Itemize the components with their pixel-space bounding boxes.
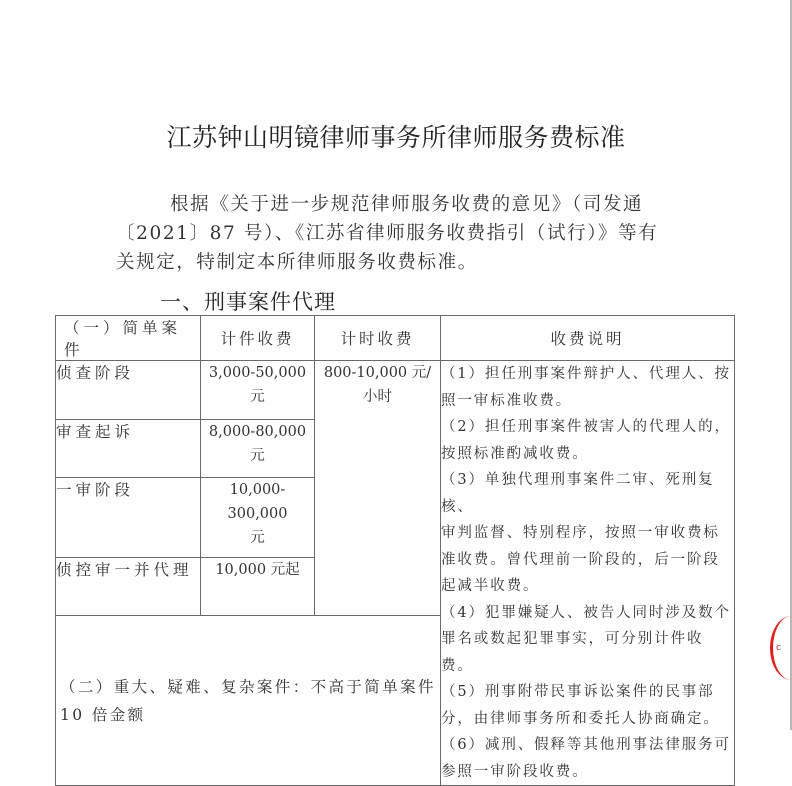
note-line: 罪名或数起犯罪事实，可分别计件收费。 <box>441 631 704 674</box>
note-line: 起减半收费。 <box>441 578 540 594</box>
note-line: （4）犯罪嫌疑人、被告人同时涉及数个 <box>441 604 731 621</box>
piece-fee-amount: 10,000 元起 <box>215 561 300 578</box>
header-simple-cases: （一）简单案件 <box>56 316 201 361</box>
header-piece-fee: 计件收费 <box>201 316 315 361</box>
piece-fee-cell <box>201 478 315 557</box>
note-line: （1）担任刑事案件辩护人、代理人、按 <box>441 366 731 382</box>
intro-line-2: 〔2021〕87 号）、《江苏省律师服务收费指引（试行）》等有 <box>116 223 659 244</box>
section-heading: 一、刑事案件代理 <box>160 290 336 314</box>
stage-cell: 侦控审一并代理 <box>56 557 201 616</box>
note-line: （5）刑事附带民事诉讼案件的民事部 <box>441 684 715 700</box>
seal-mark: c <box>776 643 781 653</box>
header-hourly-fee: 计时收费 <box>315 316 441 361</box>
piece-fee-unit: 元 <box>250 447 265 464</box>
hourly-fee-amount: 800-10,000 元/ <box>323 365 432 381</box>
note-line: （6）减刑、假释等其他刑事法律服务可 <box>441 737 731 753</box>
document-title: 江苏钟山明镜律师事务所律师服务费标准 <box>166 123 626 152</box>
hourly-fee-cell <box>315 361 441 616</box>
note-line: 参照一审阶段收费。 <box>441 763 589 780</box>
hourly-fee-unit: 小时 <box>363 389 392 405</box>
stage-cell: 侦查阶段 <box>56 361 201 420</box>
note-line: 按照标准酌减收费。 <box>441 445 589 462</box>
header-fee-notes: 收费说明 <box>441 316 735 361</box>
note-line: 准收费。曾代理前一阶段的，后一阶段 <box>441 551 720 568</box>
intro-line-3: 关规定，特制定本所律师服务收费标准。 <box>116 252 478 273</box>
complex-cases-cell: （二）重大、疑难、复杂案件：不高于简单案件 10 倍金额 <box>56 616 441 786</box>
piece-fee-unit: 元 <box>250 530 265 547</box>
piece-fee-amount: 8,000-80,000 <box>208 423 307 440</box>
fee-notes-cell <box>441 361 735 786</box>
intro-paragraph <box>116 190 676 277</box>
stage-cell: 一审阶段 <box>56 478 201 557</box>
intro-line-1: 根据《关于进一步规范律师服务收费的意见》（司发通 <box>170 194 644 215</box>
note-line: 分，由律师事务所和委托人协商确定。 <box>441 710 720 727</box>
note-line: 审判监督、特别程序，按照一审收费标 <box>441 525 720 541</box>
red-seal-stamp <box>770 616 792 680</box>
fee-table <box>55 315 735 786</box>
piece-fee-amount: 3,000-50,000 <box>208 365 307 381</box>
note-line: （3）单独代理刑事案件二审、死刑复核、 <box>441 472 715 515</box>
piece-fee-cell <box>201 361 315 420</box>
table-header-row <box>56 316 735 361</box>
piece-fee-unit: 元 <box>250 389 265 405</box>
table-row <box>56 361 735 420</box>
piece-fee-cell <box>201 419 315 478</box>
stage-cell: 审查起诉 <box>56 419 201 478</box>
note-line: 照一审标准收费。 <box>441 392 573 409</box>
piece-fee-cell <box>201 557 315 616</box>
note-line: （2）担任刑事案件被害人的代理人的， <box>441 419 731 435</box>
piece-fee-amount: 10,000-300,000 <box>227 482 288 523</box>
